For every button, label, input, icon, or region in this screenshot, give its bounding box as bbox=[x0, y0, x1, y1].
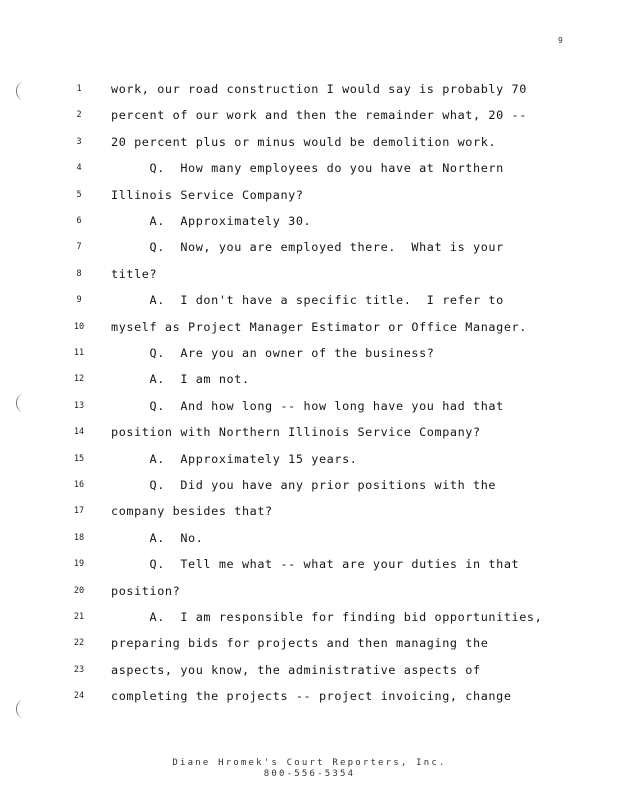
line-text: Q. Now, you are employed there. What is your bbox=[111, 240, 504, 255]
line-number: 17 bbox=[73, 506, 85, 517]
line-text: preparing bids for projects and then managing the bbox=[111, 636, 489, 651]
line-number: 16 bbox=[73, 480, 85, 490]
line-number: 11 bbox=[73, 348, 85, 358]
line-number: 6 bbox=[76, 216, 82, 226]
line-number: 15 bbox=[73, 453, 85, 464]
transcript-line bbox=[0, 502, 619, 520]
line-number: 5 bbox=[76, 189, 82, 200]
line-text: position with Northern Illinois Service Company? bbox=[111, 425, 481, 440]
line-number: 19 bbox=[73, 559, 85, 570]
transcript-line bbox=[0, 106, 619, 124]
transcript-line bbox=[0, 212, 619, 230]
line-number: 14 bbox=[73, 427, 85, 438]
transcript-line bbox=[0, 661, 619, 679]
transcript-line bbox=[0, 159, 619, 177]
line-text: company besides that? bbox=[111, 504, 273, 519]
line-number: 8 bbox=[76, 268, 82, 279]
transcript-line bbox=[0, 423, 619, 441]
line-text: title? bbox=[111, 266, 158, 281]
transcript-line bbox=[0, 582, 619, 600]
transcript-line bbox=[0, 397, 619, 415]
line-text: myself as Project Manager Estimator or Office Manager. bbox=[111, 319, 527, 334]
transcript-line bbox=[0, 80, 619, 98]
line-text: Q. Tell me what -- what are your duties in that bbox=[111, 557, 520, 572]
line-text: Q. Did you have any prior positions with the bbox=[111, 478, 497, 492]
transcript-line bbox=[0, 529, 619, 547]
line-number: 22 bbox=[73, 638, 85, 649]
line-text: A. No. bbox=[111, 530, 204, 545]
line-number: 20 bbox=[73, 585, 85, 596]
line-text: Q. And how long -- how long have you had that bbox=[111, 398, 504, 413]
transcript-line bbox=[0, 634, 619, 652]
line-number: 13 bbox=[73, 400, 85, 411]
line-number: 18 bbox=[73, 532, 85, 543]
line-text: A. Approximately 30. bbox=[111, 214, 312, 228]
line-number: 23 bbox=[73, 664, 85, 675]
transcript-line bbox=[0, 370, 619, 388]
line-text: Q. How many employees do you have at Northern bbox=[111, 161, 504, 176]
transcript-line bbox=[0, 186, 619, 204]
transcript-line bbox=[0, 133, 619, 151]
transcript-line bbox=[0, 265, 619, 283]
line-number: 24 bbox=[73, 691, 85, 702]
line-text: position? bbox=[111, 583, 181, 598]
line-text: 20 percent plus or minus would be demolition work. bbox=[111, 134, 497, 149]
line-number: 9 bbox=[76, 295, 82, 306]
line-number: 4 bbox=[76, 163, 82, 174]
line-text: work, our road construction I would say is probably 70 bbox=[111, 82, 527, 96]
line-number: 1 bbox=[76, 84, 82, 94]
transcript-line bbox=[0, 238, 619, 256]
line-number: 10 bbox=[73, 321, 85, 332]
line-text: aspects, you know, the administrative aspects of bbox=[111, 662, 481, 677]
transcript-line bbox=[0, 608, 619, 626]
transcript-line bbox=[0, 291, 619, 309]
line-number: 2 bbox=[76, 110, 82, 121]
footer-phone: 800-556-5354 bbox=[263, 769, 356, 779]
line-number: 7 bbox=[76, 242, 82, 253]
line-text: A. I don't have a specific title. I refer to bbox=[111, 293, 504, 308]
transcript-line bbox=[0, 318, 619, 336]
line-text: Q. Are you an owner of the business? bbox=[111, 346, 435, 360]
line-text: A. Approximately 15 years. bbox=[111, 451, 358, 466]
transcript-line bbox=[0, 476, 619, 494]
line-number: 12 bbox=[73, 374, 85, 385]
line-text: A. I am not. bbox=[111, 372, 250, 387]
line-text: percent of our work and then the remainder what, 20 -- bbox=[111, 108, 527, 123]
line-text: A. I am responsible for finding bid opportunities, bbox=[111, 610, 543, 624]
footer-company: Diane Hromek's Court Reporters, Inc. bbox=[172, 758, 447, 768]
page-number: 9 bbox=[558, 36, 563, 45]
transcript-line bbox=[0, 344, 619, 362]
transcript-line bbox=[0, 450, 619, 468]
line-text: Illinois Service Company? bbox=[111, 187, 304, 202]
line-number: 21 bbox=[73, 612, 85, 622]
line-number: 3 bbox=[76, 136, 82, 147]
transcript-line bbox=[0, 687, 619, 705]
line-text: completing the projects -- project invoicing, change bbox=[111, 689, 512, 704]
transcript-line bbox=[0, 555, 619, 573]
